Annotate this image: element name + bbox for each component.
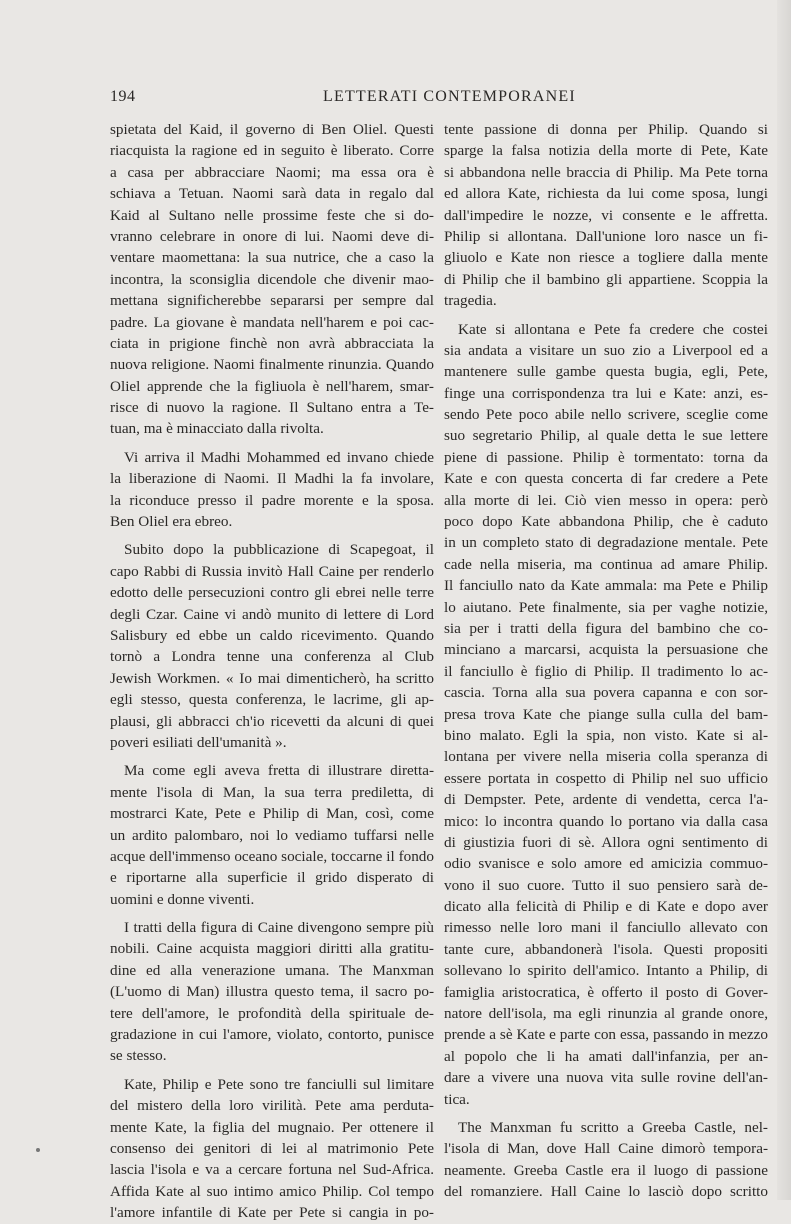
text-line: lascia l'isola e va a cercare fortuna nel Sud-Africa. [110,1161,434,1179]
text-line: dare a vivere una nuova vita sulle rovine dell'an- [444,1069,768,1087]
text-line: mantenere sulle gambe questa bugia, egli, Pete, [444,363,768,381]
text-line: dine ed alla venerazione umana. The Manxman [110,961,434,979]
text-line: risce di nuovo la ragione. Il Sultano entra a Te- [110,399,434,417]
text-line: Affida Kate al suo intimo amico Philip. Col tempo [110,1182,434,1200]
text-line: consenso dei genitori di lei al matrimonio Pete [110,1139,434,1157]
text-line: lo aiutano. Pete finalmente, sia per vaghe notizie, [444,598,768,616]
text-line: The Manxman fu scritto a Greeba Castle, nel- [458,1118,768,1136]
text-line: mettana significherebbe separarsi per sempre dal [110,292,434,310]
text-line: Kaid al Sultano nelle prossime feste che si do- [110,206,434,224]
text-line: se stesso. [110,1047,167,1065]
text-line: si abbandona nelle braccia di Philip. Ma Pete torna [444,163,768,181]
text-line: uomini e donne viventi. [110,890,255,908]
paragraph-gap [110,1067,434,1074]
text-line: ventare maomettana: la sua nutrice, che a caso la [110,249,434,267]
text-line: la liberazione di Naomi. Il Madhi la fa involare, [110,470,434,488]
text-line: dicato alla felicità di Philip e di Kate e dopo aver [444,898,768,916]
text-line: a casa per abbracciare Naomi; ma essa ora è [110,163,434,181]
text-line: padre. La giovane è mandata nell'harem e poi cac- [110,313,434,331]
text-line: neamente. Greeba Castle era il luogo di passione [444,1161,768,1179]
text-line: rimesso nelle loro mani il fanciullo allevato con [444,919,768,937]
text-line: tente passione di donna per Philip. Quando si [444,121,768,138]
text-line: bino malato. Egli la spia, non visto. Kate si al- [444,726,768,744]
paragraph-gap [110,532,434,539]
text-line: famiglia aristocratica, è offerto il posto di Gover- [444,983,768,1001]
text-line: suo segretario Philip, al quale detta le sue lettere [444,427,768,445]
text-line: Ma come egli aveva fretta di illustrare diretta- [124,762,434,780]
text-line: cade nella miseria, ma continua ad amare Philip. [444,555,768,573]
paragraph-gap [110,753,434,760]
text-line: Vi arriva il Madhi Mohammed ed invano chiede [124,448,434,466]
text-line: edotto delle persecuzioni contro gli ebrei nelle terre [110,584,434,602]
text-line: (L'uomo di Man) illustra questo tema, il sacro po- [110,983,434,1001]
text-line: I tratti della figura di Caine divengono sempre più [124,919,434,937]
text-line: Il fanciullo nato da Kate ammala: ma Pete e Philip [444,577,768,595]
text-line: Salisbury ed ebbe un caldo ricevimento. Quando [110,626,434,644]
text-line: Kate, Philip e Pete sono tre fanciulli sul limitare [124,1075,434,1093]
text-line: spietata del Kaid, il governo di Ben Oliel. Questi [110,121,434,138]
text-line: natore dell'isola, ma egli rinunzia al grande onore, [444,1005,768,1023]
text-line: sparge la falsa notizia della morte di Pete, Kate [444,142,768,160]
text-line: schiava a Tetuan. Naomi sarà data in regalo dal [110,185,434,203]
text-line: gradazione in cui l'amore, violato, contorto, punisce [110,1026,434,1044]
text-line: capo Rabbi di Russia invitò Hall Caine per renderlo [110,562,434,580]
paragraph-gap [444,1110,768,1117]
text-line: incontra, la sconsiglia dicendole che divenir mao- [110,270,434,288]
text-line: del mistero della loro virilità. Pete ama perduta- [110,1097,434,1115]
paragraph-gap [110,440,434,447]
page-number: 194 [110,88,136,105]
text-line: finge una corrispondenza tra lui e Kate: anzi, es- [444,384,768,402]
text-line: mostrarci Kate, Pete e Philip di Man, così, come [110,805,434,823]
text-line: del romanziere. Hall Caine lo lasciò dopo scritto [444,1183,768,1201]
text-line: ed allora Kate, richiesta da lui come sposa, lungi [444,185,768,203]
text-line: dall'impedire le nozze, vi consente e le affretta. [444,206,768,224]
text-line: l'amore infantile di Kate per Pete si cangia in po- [110,1204,434,1222]
text-line: di Philip che il bambino gli appartiene. Scoppia la [444,270,768,288]
scan-edge-shadow [777,0,791,1200]
paragraph-gap [110,910,434,917]
text-line: minciano a marcarsi, acquista la persuasione che [444,641,768,659]
text-line: mente l'isola di Man, la sua terra prediletta, di [110,783,434,801]
text-line: in un completo stato di degradazione mentale. Pete [444,534,768,552]
text-line: degli Czar. Caine vi andò munito di lettere di Lord [110,605,434,623]
right-column [444,119,768,1203]
left-column [110,119,434,1224]
text-line: al popolo che li ha amati dall'infanzia, per an- [444,1047,768,1065]
text-line: nobili. Caine acquista maggiori diritti alla gratitu- [110,940,434,958]
text-line: tornò a Londra tenne una conferenza al Club [110,648,434,666]
text-line: sendo Pete poco abile nello scrivere, sceglie come [444,406,768,424]
text-line: tere dell'amore, le profondità della spirituale de- [110,1004,434,1022]
text-line: Kate si allontana e Pete fa credere che costei [458,320,768,338]
text-line: tragedia. [444,292,497,310]
paragraph-gap [444,312,768,319]
text-line: egli stesso, questa conferenza, le lacrime, gli ap- [110,691,434,709]
text-line: odio svanisce e solo amore ed amicizia commuo- [444,855,768,873]
text-line: sollevano lo spirito dell'amico. Intanto a Philip, di [444,962,768,980]
text-line: plausi, gli abbracci ch'io ricevetti da alcuni di quei [110,712,434,730]
text-line: vranno celebrare in onore di lui. Naomi deve di- [110,227,434,245]
text-line: nuova religione. Naomi finalmente rinunzia. Quando [110,356,434,374]
text-line: vono il suo cuore. Tutto il suo pensiero sarà de- [444,876,768,894]
text-line: un ardito palombaro, noi lo vediamo tuffarsi nelle [110,826,434,844]
text-line: alla morte di lei. Ciò vien messo in opera: però [444,491,768,509]
text-line: Philip si allontana. Dall'unione loro nasce un fi- [444,227,768,245]
text-line: acque dell'immenso oceano sociale, toccarne il fondo [110,847,434,865]
text-line: Kate e con questa concerta di far credere a Pete [444,470,768,488]
text-line: tica. [444,1090,470,1108]
text-line: di giustizia fuori di sè. Allora ogni sentimento di [444,833,768,851]
text-line: essere portata in cospetto di Philip nel suo ufficio [444,769,768,787]
text-line: Oliel apprende che la figliuola è nell'harem, smar- [110,377,434,395]
text-line: e riportarne alla superficie il grido disperato di [110,869,434,887]
text-line: lontana per vivere nella miseria colla speranza di [444,748,768,766]
text-line: mico: lo incontra quando lo portano via dalla casa [444,812,768,830]
text-line: poco dopo Kate abbandona Philip, che è caduto [444,513,768,531]
text-line: l'isola di Man, dove Hall Caine dimorò tempora- [444,1140,768,1158]
text-line: presa trova Kate che piange sulla culla del bam- [444,705,768,723]
text-line: cascia. Torna alla sua povera capanna e con sor- [444,684,768,702]
running-title: LETTERATI CONTEMPORANEI [323,88,576,105]
text-line: di Dempster. Pete, ardente di vendetta, cerca l'a- [444,791,768,809]
text-line: tante cure, abbandonerà l'isola. Questi propositi [444,940,768,958]
text-line: Jewish Workmen. « Io mai dimenticherò, ha scritto [110,669,434,687]
text-line: Subito dopo la pubblicazione di Scapegoat, il [124,541,434,559]
text-line: ciata in prigione finchè non avrà abbracciata la [110,334,434,352]
text-line: piene di passione. Philip è tormentato: torna da [444,448,768,466]
scan-speck [36,1148,40,1152]
text-line: riacquista la ragione ed in seguito è liberato. Corre [110,142,434,160]
text-line: la riconduce presso il padre morente e la sposa. [110,491,434,509]
text-line: prende a sè Kate e parte con essa, passando in mezzo [444,1026,768,1044]
text-line: mente Kate, la figlia del mugnaio. Per ottenere il [110,1118,434,1136]
text-line: sia andata a visitare un suo zio a Liverpool ed a [444,341,768,359]
page-header [110,88,770,108]
text-line: sia per i tratti della figura del bambino che co- [444,619,768,637]
text-line: il fanciullo è figlio di Philip. Il tradimento lo ac- [444,662,768,680]
text-line: gliuolo e Kate non riesce a togliere dalla mente [444,249,768,267]
text-line: Ben Oliel era ebreo. [110,513,233,531]
text-line: poveri esiliati dell'umanità ». [110,733,287,751]
text-line: tuan, ma è minacciato dalla rivolta. [110,420,324,438]
